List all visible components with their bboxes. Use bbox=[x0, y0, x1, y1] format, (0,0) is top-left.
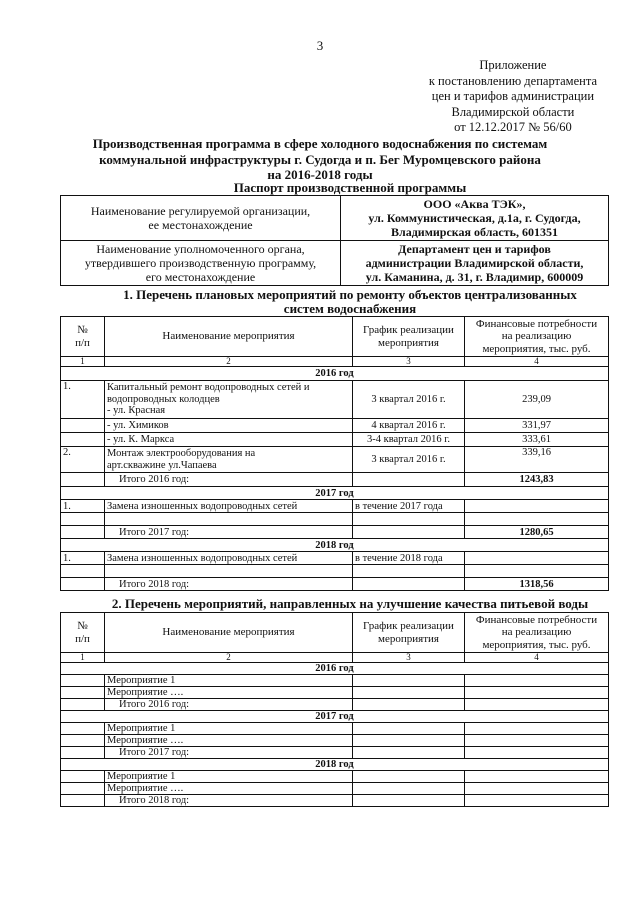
table-row bbox=[61, 783, 609, 795]
row-num: 1. bbox=[61, 500, 105, 513]
total-label: Итого 2018 год: bbox=[105, 795, 353, 807]
year-label: 2018 год bbox=[61, 539, 609, 552]
row-schedule: 4 квартал 2016 г. bbox=[353, 419, 465, 433]
row-cost bbox=[465, 723, 609, 735]
row-schedule bbox=[353, 723, 465, 735]
passport-heading: Паспорт производственной программы bbox=[233, 180, 467, 195]
table-row bbox=[61, 675, 609, 687]
row-num bbox=[61, 473, 105, 487]
empty-cell bbox=[353, 513, 465, 526]
passport-label bbox=[61, 241, 341, 286]
row-name: Мероприятие 1 bbox=[105, 771, 353, 783]
empty-cell bbox=[61, 513, 105, 526]
name-line: - ул. Красная bbox=[107, 405, 166, 417]
row-num: 1. bbox=[61, 381, 105, 419]
heading-line: 1. Перечень плановых мероприятий по ремонту объектов централизованных bbox=[123, 287, 577, 302]
passport-label bbox=[61, 196, 341, 241]
year-row bbox=[61, 711, 609, 723]
row-schedule bbox=[353, 735, 465, 747]
row-num bbox=[61, 687, 105, 699]
table-header-row bbox=[61, 317, 609, 357]
row-name: Замена изношенных водопроводных сетей bbox=[105, 500, 353, 513]
row-name bbox=[105, 447, 353, 473]
passport-row-organization bbox=[61, 196, 609, 241]
label-line: Наименование регулируемой организации, bbox=[90, 204, 311, 218]
row-cost bbox=[465, 771, 609, 783]
row-cost bbox=[465, 500, 609, 513]
row-schedule: 3 квартал 2016 г. bbox=[353, 447, 465, 473]
header-text: График реализации bbox=[363, 620, 454, 632]
header-text: График реализации bbox=[363, 324, 454, 336]
value-line: ООО «Аква ТЭК», bbox=[423, 197, 526, 211]
header-text: на реализацию bbox=[501, 330, 572, 343]
row-schedule bbox=[353, 473, 465, 487]
row-num bbox=[61, 526, 105, 539]
total-row bbox=[61, 473, 609, 487]
column-index-row bbox=[61, 357, 609, 367]
total-row bbox=[61, 747, 609, 759]
header-text: № bbox=[77, 620, 88, 632]
row-name: - ул. Химиков bbox=[105, 419, 353, 433]
row-cost bbox=[465, 795, 609, 807]
table-row bbox=[61, 500, 609, 513]
row-num bbox=[61, 735, 105, 747]
total-row bbox=[61, 578, 609, 591]
row-name bbox=[105, 381, 353, 419]
row-schedule: 3-4 квартал 2016 г. bbox=[353, 433, 465, 447]
total-value: 1318,56 bbox=[465, 578, 609, 591]
page-number: 3 bbox=[316, 38, 324, 53]
appendix-line: к постановлению департамента bbox=[428, 73, 597, 88]
total-row bbox=[61, 795, 609, 807]
column-index: 4 bbox=[465, 357, 609, 367]
appendix-line: цен и тарифов администрации bbox=[431, 89, 595, 103]
column-index-row bbox=[61, 653, 609, 663]
row-num: 1. bbox=[61, 552, 105, 565]
row-num bbox=[61, 699, 105, 711]
header-finance bbox=[465, 317, 609, 357]
column-index: 2 bbox=[105, 357, 353, 367]
row-cost bbox=[465, 675, 609, 687]
header-text: № bbox=[77, 324, 88, 336]
empty-cell bbox=[61, 565, 105, 578]
total-row bbox=[61, 699, 609, 711]
value-line: Владимирская область, 601351 bbox=[390, 225, 559, 239]
total-value: 1280,65 bbox=[465, 526, 609, 539]
row-schedule: в течение 2017 года bbox=[353, 500, 465, 513]
row-cost bbox=[465, 552, 609, 565]
section1-heading bbox=[60, 288, 640, 316]
section2-table bbox=[60, 612, 609, 807]
row-schedule bbox=[353, 771, 465, 783]
row-num bbox=[61, 419, 105, 433]
row-schedule bbox=[353, 699, 465, 711]
table-row bbox=[61, 771, 609, 783]
year-row bbox=[61, 539, 609, 552]
header-text: мероприятия bbox=[378, 632, 439, 645]
total-label: Итого 2017 год: bbox=[105, 747, 353, 759]
passport-value bbox=[341, 196, 609, 241]
appendix-block bbox=[429, 58, 597, 136]
row-schedule bbox=[353, 747, 465, 759]
column-index: 2 bbox=[105, 653, 353, 663]
row-num bbox=[61, 795, 105, 807]
table-row bbox=[61, 735, 609, 747]
heading-line: систем водоснабжения bbox=[283, 301, 417, 316]
row-num bbox=[61, 433, 105, 447]
label-line: Наименование уполномоченного органа, bbox=[96, 242, 305, 256]
title-line: Производственная программа в сфере холодного водоснабжения по системам bbox=[92, 136, 548, 151]
row-schedule bbox=[353, 675, 465, 687]
passport-value bbox=[341, 241, 609, 286]
appendix-line: Приложение bbox=[479, 58, 547, 72]
label-line: его местонахождение bbox=[145, 270, 256, 284]
table-row bbox=[61, 565, 609, 578]
year-label: 2016 год bbox=[61, 663, 609, 675]
year-row bbox=[61, 487, 609, 500]
title-line: на 2016-2018 годы bbox=[267, 167, 373, 182]
appendix-line: Владимирской области bbox=[451, 104, 575, 119]
appendix-line: от 12.12.2017 № 56/60 bbox=[454, 120, 572, 134]
label-line: ее местонахождение bbox=[148, 218, 253, 232]
header-num bbox=[61, 613, 105, 653]
row-cost bbox=[465, 735, 609, 747]
column-index: 1 bbox=[61, 653, 105, 663]
row-num: 2. bbox=[61, 447, 105, 473]
row-cost bbox=[465, 783, 609, 795]
header-text: п/п bbox=[75, 336, 90, 349]
header-num bbox=[61, 317, 105, 357]
header-text: мероприятия bbox=[378, 336, 439, 349]
table-row bbox=[61, 687, 609, 699]
value-line: ул. Каманина, д. 31, г. Владимир, 600009 bbox=[365, 270, 584, 284]
row-cost bbox=[465, 747, 609, 759]
row-num bbox=[61, 783, 105, 795]
row-schedule: в течение 2018 года bbox=[353, 552, 465, 565]
table-row bbox=[61, 447, 609, 473]
name-line: водопроводных колодцев bbox=[107, 393, 220, 405]
table-row bbox=[61, 723, 609, 735]
total-label: Итого 2016 год: bbox=[105, 699, 353, 711]
passport-row-authority bbox=[61, 241, 609, 286]
row-schedule bbox=[353, 687, 465, 699]
table-row bbox=[61, 552, 609, 565]
name-line: Монтаж электрооборудования на bbox=[107, 448, 256, 459]
row-schedule bbox=[353, 526, 465, 539]
section1-table bbox=[60, 316, 609, 591]
row-cost bbox=[465, 687, 609, 699]
row-name: Мероприятие 1 bbox=[105, 723, 353, 735]
header-finance bbox=[465, 613, 609, 653]
title-line: коммунальной инфраструктуры г. Судогда и п. Бег Муромцевского района bbox=[99, 151, 541, 167]
table-row bbox=[61, 419, 609, 433]
table-row bbox=[61, 433, 609, 447]
label-line: утвердившего производственную программу, bbox=[84, 256, 317, 270]
row-name: Мероприятие 1 bbox=[105, 675, 353, 687]
empty-cell bbox=[105, 513, 353, 526]
table-row bbox=[61, 513, 609, 526]
value-line: Департамент цен и тарифов bbox=[398, 242, 551, 256]
table-row bbox=[61, 381, 609, 419]
name-line: арт.скважине ул.Чапаева bbox=[107, 459, 217, 471]
row-cost: 333,61 bbox=[465, 433, 609, 447]
total-label: Итого 2016 год: bbox=[105, 473, 353, 487]
row-num bbox=[61, 675, 105, 687]
row-name: - ул. К. Маркса bbox=[105, 433, 353, 447]
header-text: мероприятия, тыс. руб. bbox=[482, 638, 591, 651]
row-schedule bbox=[353, 578, 465, 591]
column-index: 1 bbox=[61, 357, 105, 367]
header-schedule bbox=[353, 317, 465, 357]
table-header-row bbox=[61, 613, 609, 653]
header-text: Финансовые потребности bbox=[475, 613, 598, 626]
row-schedule bbox=[353, 795, 465, 807]
year-label: 2018 год bbox=[61, 759, 609, 771]
row-num bbox=[61, 723, 105, 735]
empty-cell bbox=[353, 565, 465, 578]
header-text: мероприятия, тыс. руб. bbox=[482, 342, 591, 355]
header-schedule bbox=[353, 613, 465, 653]
name-line: Капитальный ремонт водопроводных сетей и bbox=[107, 382, 310, 394]
row-schedule bbox=[353, 783, 465, 795]
header-name: Наименование мероприятия bbox=[105, 613, 353, 653]
row-num bbox=[61, 578, 105, 591]
column-index: 4 bbox=[465, 653, 609, 663]
header-text: п/п bbox=[75, 632, 90, 645]
passport-table bbox=[60, 195, 609, 286]
column-index: 3 bbox=[353, 357, 465, 367]
row-schedule: 3 квартал 2016 г. bbox=[353, 381, 465, 419]
year-row bbox=[61, 663, 609, 675]
year-row bbox=[61, 367, 609, 381]
year-label: 2017 год bbox=[61, 487, 609, 500]
row-cost: 339,16 bbox=[465, 447, 609, 473]
total-row bbox=[61, 526, 609, 539]
document-title bbox=[60, 136, 580, 183]
row-cost bbox=[465, 699, 609, 711]
empty-cell bbox=[465, 565, 609, 578]
header-name: Наименование мероприятия bbox=[105, 317, 353, 357]
row-cost: 239,09 bbox=[465, 381, 609, 419]
total-label: Итого 2017 год: bbox=[105, 526, 353, 539]
row-num bbox=[61, 771, 105, 783]
row-cost: 331,97 bbox=[465, 419, 609, 433]
header-text: Финансовые потребности bbox=[475, 317, 598, 330]
row-name: Мероприятие …. bbox=[105, 687, 353, 699]
row-name: Мероприятие …. bbox=[105, 783, 353, 795]
header-text: на реализацию bbox=[501, 626, 572, 639]
empty-cell bbox=[105, 565, 353, 578]
column-index: 3 bbox=[353, 653, 465, 663]
row-name: Замена изношенных водопроводных сетей bbox=[105, 552, 353, 565]
year-label: 2016 год bbox=[61, 367, 609, 381]
value-line: ул. Коммунистическая, д.1а, г. Судогда, bbox=[368, 211, 581, 225]
year-label: 2017 год bbox=[61, 711, 609, 723]
empty-cell bbox=[465, 513, 609, 526]
row-num bbox=[61, 747, 105, 759]
total-value: 1243,83 bbox=[465, 473, 609, 487]
total-label: Итого 2018 год: bbox=[105, 578, 353, 591]
value-line: администрации Владимирской области, bbox=[365, 256, 584, 270]
section2-heading: 2. Перечень мероприятий, направленных на улучшение качества питьевой воды bbox=[111, 596, 589, 611]
row-name: Мероприятие …. bbox=[105, 735, 353, 747]
year-row bbox=[61, 759, 609, 771]
